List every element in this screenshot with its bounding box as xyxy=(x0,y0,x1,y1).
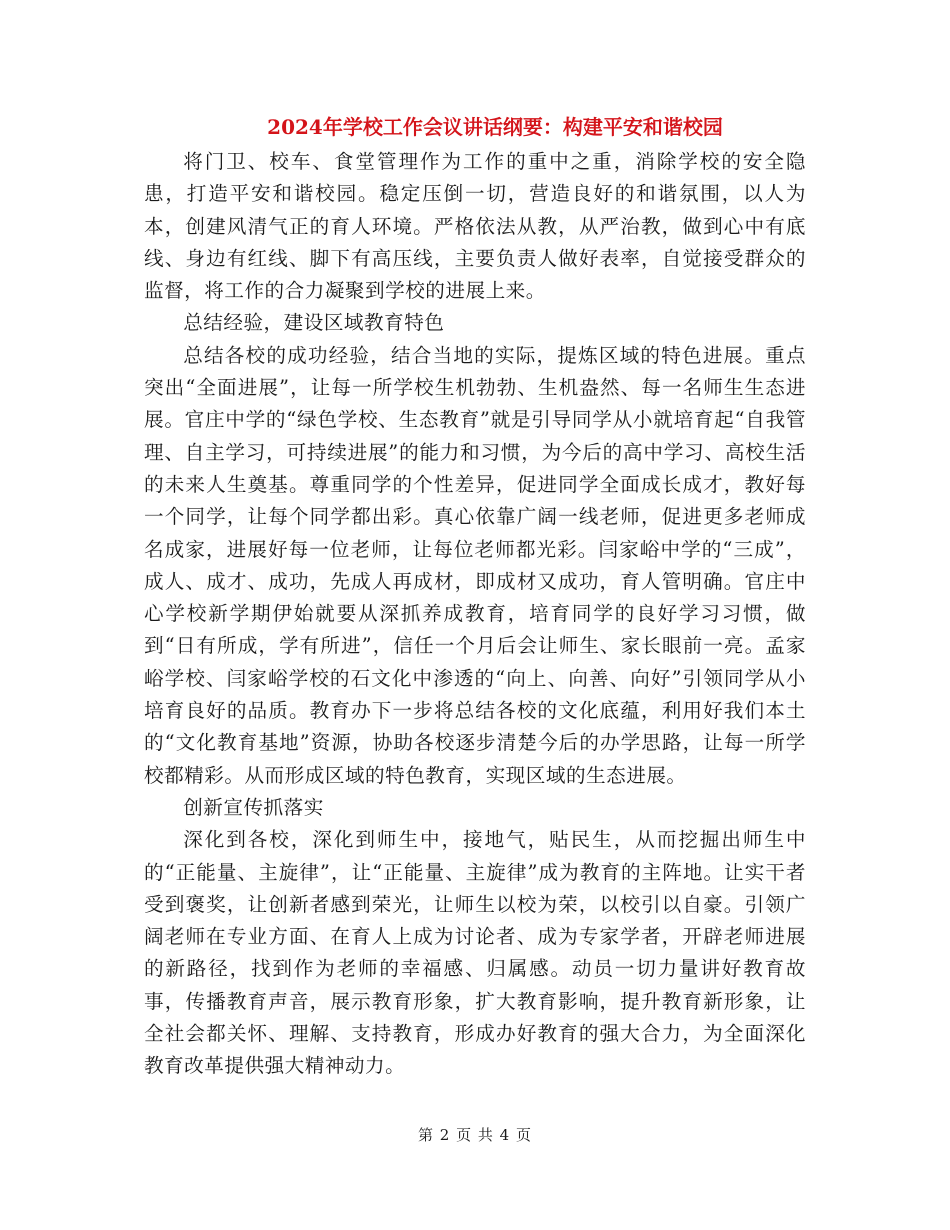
body-paragraph: 总结各校的成功经验，结合当地的实际，提炼区域的特色进展。重点突出“全面进展”，让每一所学校生机勃勃、生机盎然、每一名师生生态进展。官庄中学的“绿色学校、生态教育”就是引导同学从小就培育起“自我管理、自主学习，可持续进展”的能力和习惯，为今后的高中学习、高校生活的未来人生奠基。尊重同学的个性差异，促进同学全面成长成才，教好每一个同学，让每个同学都出彩。真心依靠广阔一线老师，促进更多老师成名成家，进展好每一位老师，让每位老师都光彩。闫家峪中学的“三成”，成人、成才、成功，先成人再成材，即成材又成功，育人管明确。官庄中心学校新学期伊始就要从深抓养成教育，培育同学的良好学习习惯，做到“日有所成，学有所进”，信任一个月后会让师生、家长眼前一亮。孟家峪学校、闫家峪学校的石文化中渗透的“向上、向善、向好”引领同学从小培育良好的品质。教育办下一步将总结各校的文化底蕴，利用好我们本土的“文化教育基地”资源，协助各校逐步清楚今后的办学思路，让每一所学校都精彩。从而形成区域的特色教育，实现区域的生态进展。 xyxy=(144,343,806,787)
document-body xyxy=(144,146,806,1083)
section-heading: 创新宣传抓落实 xyxy=(183,795,324,819)
document-title: 2024年学校工作会议讲话纲要：构建平安和谐校园 xyxy=(267,115,723,139)
body-paragraph: 将门卫、校车、食堂管理作为工作的重中之重，消除学校的安全隐患，打造平安和谐校园。稳定压倒一切，营造良好的和谐氛围，以人为本，创建风清气正的育人环境。严格依法从教，从严治教，做到心中有底线、身边有红线、脚下有高压线，主要负责人做好表率，自觉接受群众的监督，将工作的合力凝聚到学校的进展上来。 xyxy=(144,150,806,303)
page-footer: 第 2 页 共 4 页 xyxy=(418,1126,532,1144)
section-heading: 总结经验，建设区域教育特色 xyxy=(183,311,445,335)
body-paragraph: 深化到各校，深化到师生中，接地气，贴民生，从而挖掘出师生中的“正能量、主旋律”，让“正能量、主旋律”成为教育的主阵地。让实干者受到褒奖，让创新者感到荣光，让师生以校为荣，以校引以自豪。引领广阔老师在专业方面、在育人上成为讨论者、成为专家学者，开辟老师进展的新路径，找到作为老师的幸福感、归属感。动员一切力量讲好教育故事，传播教育声音，展示教育形象，扩大教育影响，提升教育新形象，让全社会都关怀、理解、支持教育，形成办好教育的强大合力，为全面深化教育改革提供强大精神动力。 xyxy=(144,828,806,1078)
